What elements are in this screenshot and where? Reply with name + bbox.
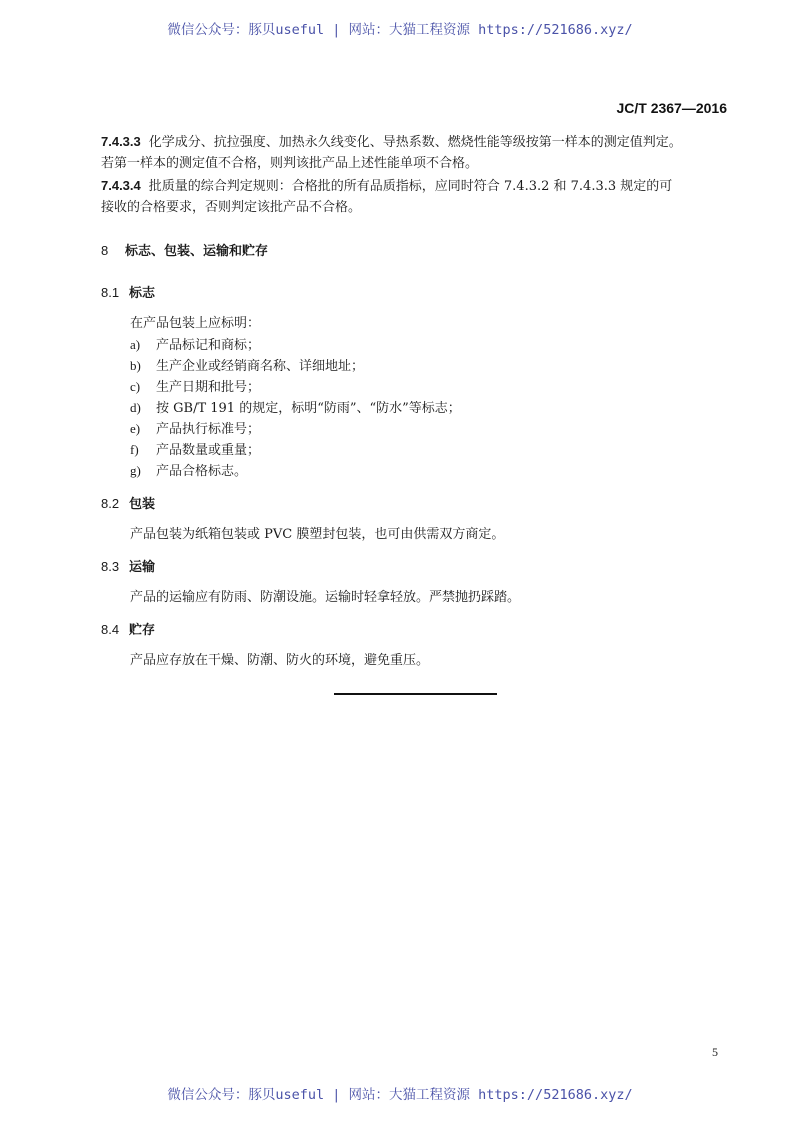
clause-7-4-3-4-line2: 接收的合格要求，否则判定该批产品不合格。 (101, 200, 362, 215)
clause-7-4-3-3-line2: 若第一样本的测定值不合格，则判该批产品上述性能单项不合格。 (101, 156, 479, 171)
list-item-text: 生产日期和批号； (156, 380, 261, 395)
list-item-text: 产品执行标准号； (156, 422, 261, 437)
storage-text: 产品应存放在干燥、防潮、防火的环境，避免重压。 (130, 653, 430, 668)
list-item (130, 337, 260, 354)
list-item (130, 463, 247, 480)
section-number: 8.3 (101, 559, 120, 574)
packaging-text: 产品包装为纸箱包装或 PVC 膜塑封包装，也可由供需双方商定。 (130, 527, 505, 542)
section-number: 8.2 (101, 496, 120, 511)
list-item-text: 生产企业或经销商名称、详细地址； (156, 359, 365, 374)
section-title: 贮存 (129, 623, 156, 638)
list-item-text: 按 GB/T 191 的规定，标明“防雨”、“防水”等标志； (156, 401, 461, 416)
section-title: 标志、包装、运输和贮存 (125, 244, 269, 259)
standard-code: JC/T 2367—2016 (616, 100, 727, 116)
section-8-heading (101, 243, 268, 260)
section-title: 运输 (129, 560, 156, 575)
clause-text: 批质量的综合判定规则：合格批的所有品质指标，应同时符合 7.4.3.2 和 7.4.3.3 规定的可 (148, 179, 673, 194)
watermark-bottom: 微信公众号：豚贝useful | 网站：大猫工程资源 https://521686.xyz/ (167, 1087, 633, 1103)
list-item (130, 379, 260, 396)
list-item-mark: d) (130, 400, 141, 415)
list-item (130, 400, 461, 417)
list-item-mark: b) (130, 358, 141, 373)
list-item-mark: c) (130, 379, 141, 394)
marking-intro: 在产品包装上应标明： (130, 316, 261, 331)
section-title: 标志 (129, 286, 156, 301)
section-8-3-heading (101, 559, 155, 576)
clause-number: 7.4.3.4 (101, 178, 141, 193)
clause-number: 7.4.3.3 (101, 134, 141, 149)
list-item-text: 产品标记和商标； (156, 338, 261, 353)
section-8-2-heading (101, 496, 155, 513)
clause-7-4-3-3-line1 (101, 134, 682, 151)
list-item (130, 358, 364, 375)
list-item-text: 产品数量或重量； (156, 443, 261, 458)
section-number: 8.1 (101, 285, 120, 300)
end-rule-divider (334, 693, 497, 695)
clause-text: 化学成分、抗拉强度、加热永久线变化、导热系数、燃烧性能等级按第一样本的测定值判定。 (148, 135, 682, 150)
list-item-mark: g) (130, 463, 141, 478)
page-number: 5 (712, 1045, 718, 1059)
list-item (130, 442, 260, 459)
section-number: 8 (101, 243, 109, 258)
list-item-mark: a) (130, 337, 141, 352)
section-title: 包装 (129, 497, 156, 512)
section-number: 8.4 (101, 622, 120, 637)
list-item-mark: f) (130, 442, 139, 457)
list-item-mark: e) (130, 421, 141, 436)
section-8-1-heading (101, 285, 155, 302)
list-item (130, 421, 260, 438)
clause-7-4-3-4-line1 (101, 178, 672, 195)
list-item-text: 产品合格标志。 (156, 464, 248, 479)
transport-text: 产品的运输应有防雨、防潮设施。运输时轻拿轻放。严禁抛扔踩踏。 (130, 590, 521, 605)
watermark-top: 微信公众号：豚贝useful | 网站：大猫工程资源 https://521686.xyz/ (167, 22, 633, 38)
section-8-4-heading (101, 622, 155, 639)
